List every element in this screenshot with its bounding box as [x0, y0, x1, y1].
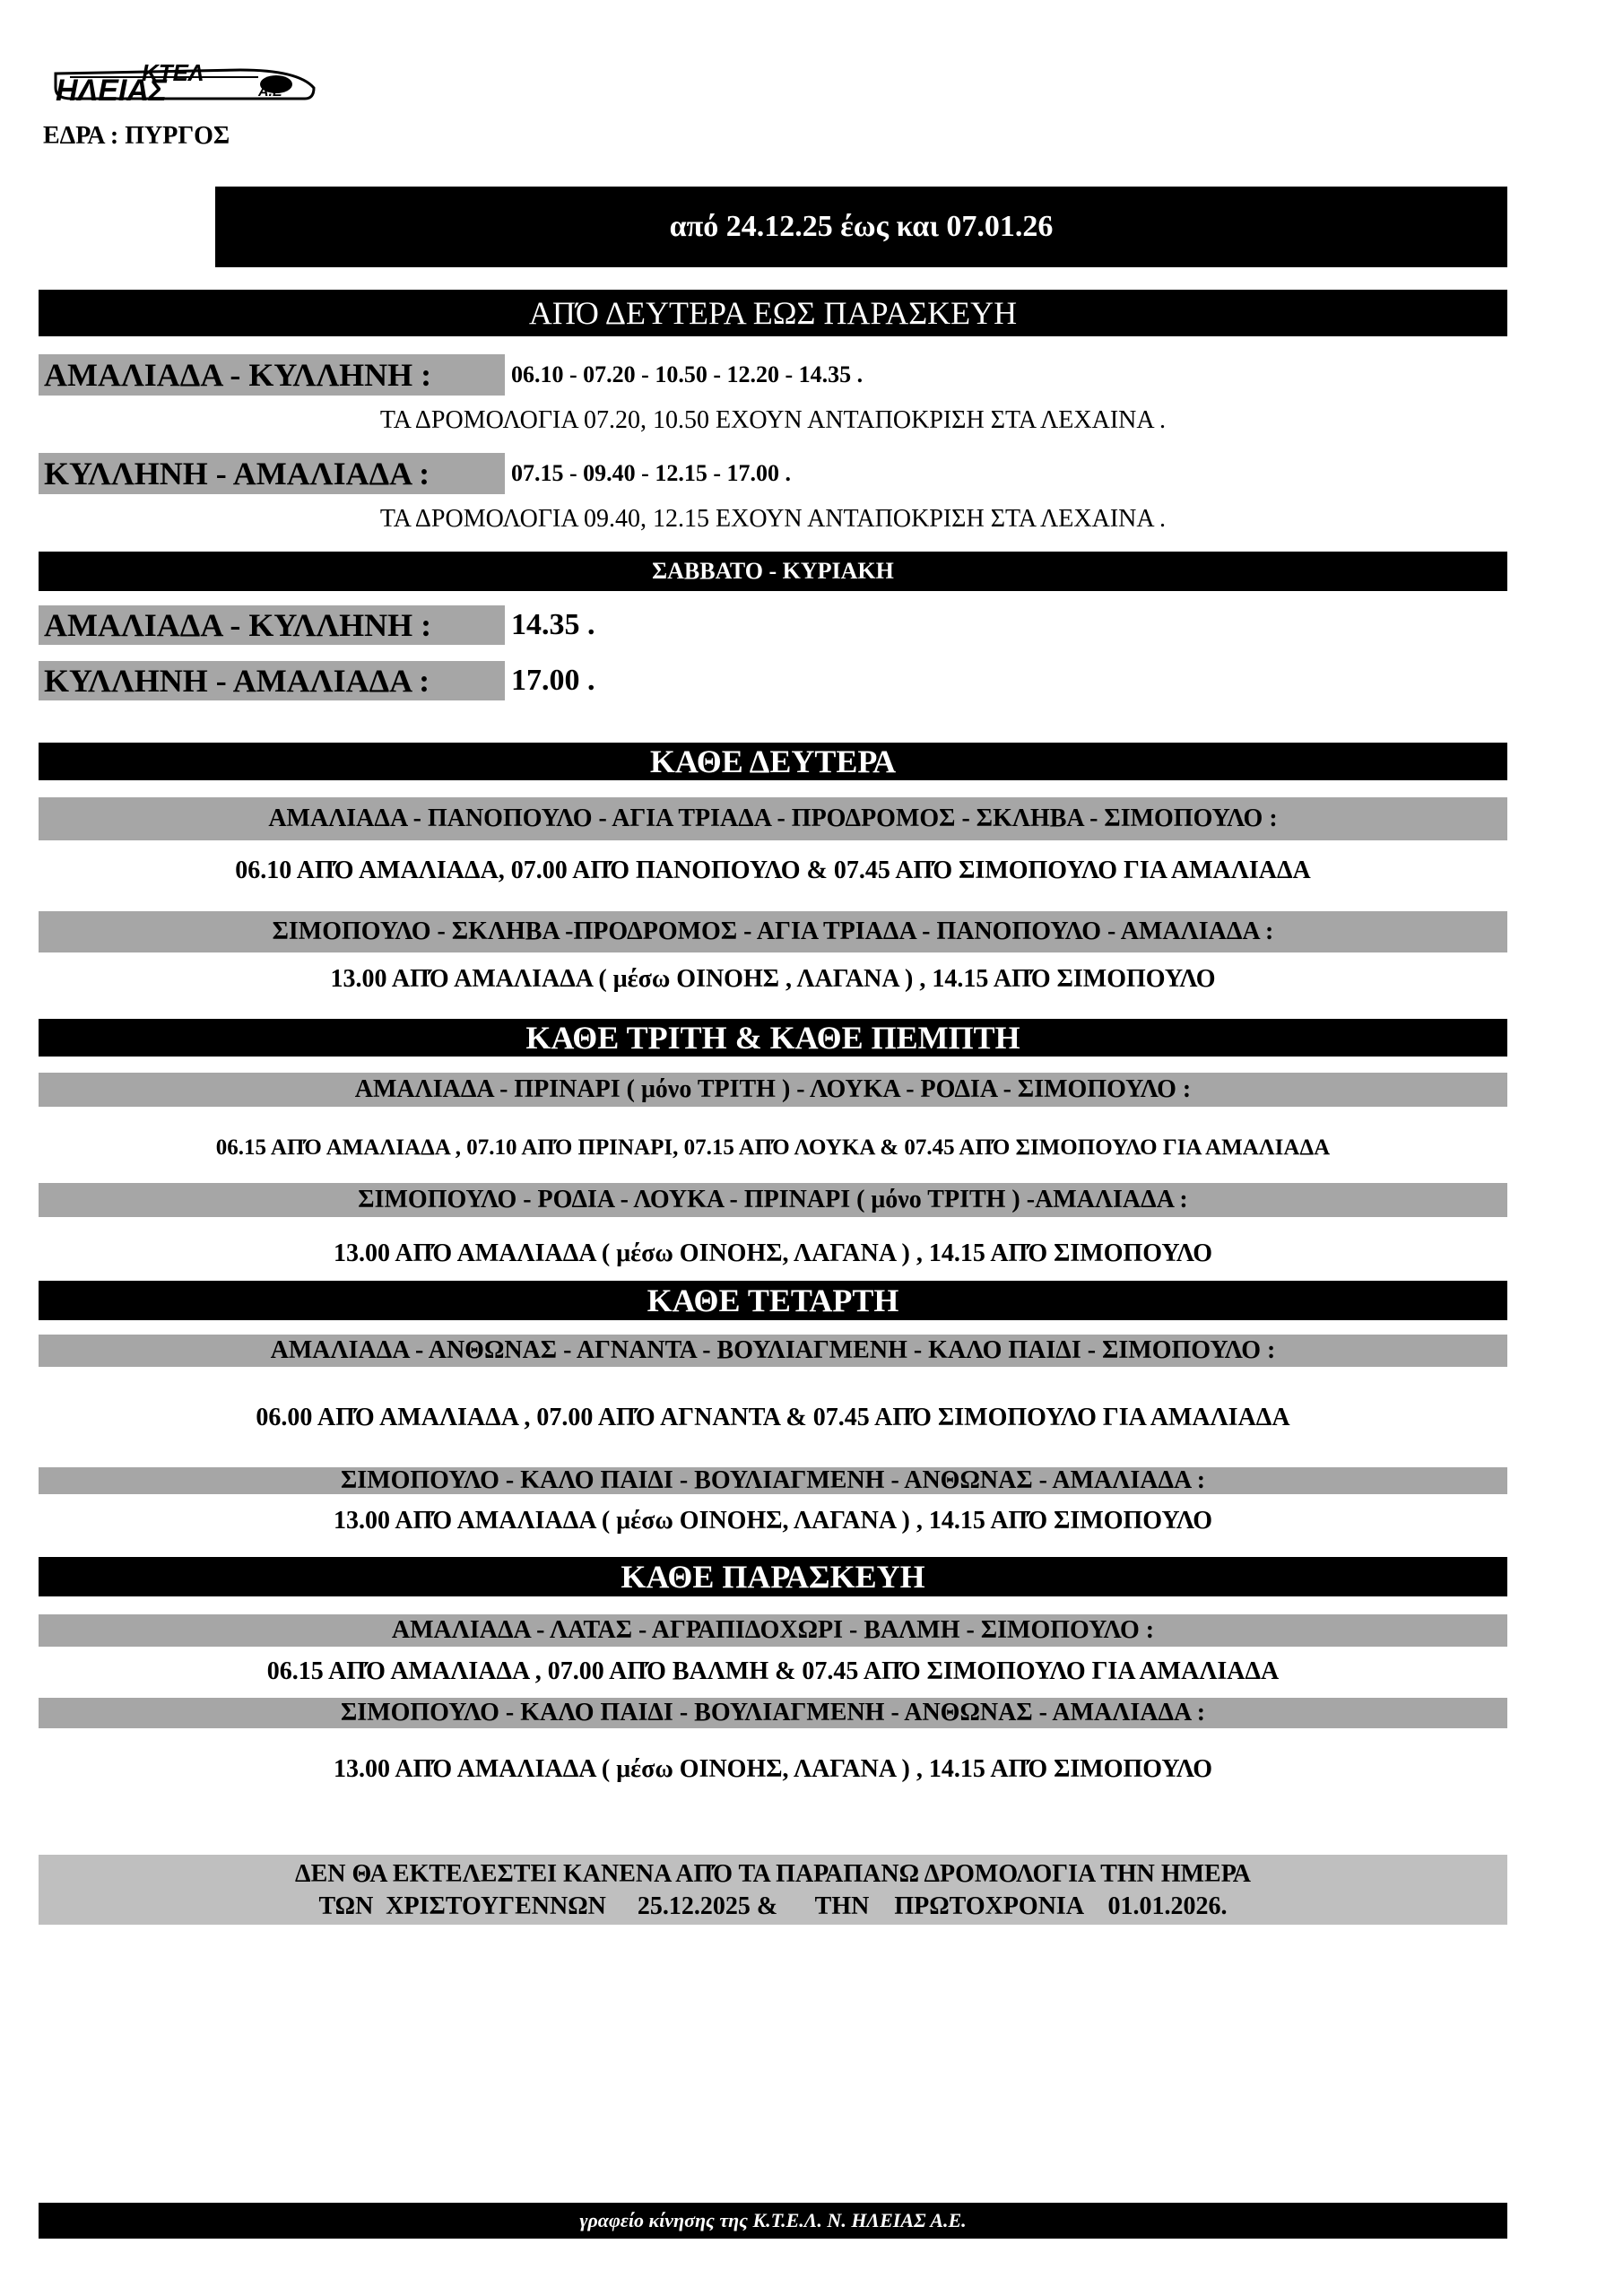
- tue-thu-return-route: ΣΙΜΟΠΟΥΛΟ - ΡΟΔΙΑ - ΛΟΥΚΑ - ΠΡΙΝΑΡΙ ( μόνο ΤΡΙΤΗ ) -ΑΜΑΛΙΑΔΑ :: [39, 1183, 1507, 1217]
- tue-thu-return-times: 13.00 ΑΠΌ ΑΜΑΛΙΑΔΑ ( μέσω ΟΙΝΟΗΣ, ΛΑΓΑΝΑ ) , 14.15 ΑΠΌ ΣΙΜΟΠΟΥΛΟ: [333, 1239, 1213, 1267]
- holiday-notice-line2: ΤΩΝ ΧΡΙΣΤΟΥΓΕΝΝΩΝ 25.12.2025 & ΤΗΝ ΠΡΩΤΟΧΡΟΝΙΑ 01.01.2026.: [318, 1892, 1228, 1920]
- weekday-route1-note: ΤΑ ΔΡΟΜΟΛΟΓΙΑ 07.20, 10.50 ΕΧΟΥΝ ΑΝΤΑΠΟΚΡΙΣΗ ΣΤΑ ΛΕΧΑΙΝΑ .: [379, 406, 1167, 434]
- logo-text-bottom: ΗΛΕΙΑΣ: [56, 74, 167, 108]
- weekday-route2-times: 07.15 - 09.40 - 12.15 - 17.00 .: [511, 460, 791, 486]
- section-title-weekend: ΣΑΒΒΑΤΟ - ΚΥΡΙΑΚΗ: [39, 552, 1507, 591]
- section-title-wednesday: ΚΑΘΕ ΤΕΤΑΡΤΗ: [39, 1281, 1507, 1320]
- monday-return-route: ΣΙΜΟΠΟΥΛΟ - ΣΚΛΗΒΑ -ΠΡΟΔΡΟΜΟΣ - ΑΓΙΑ ΤΡΙΑΔΑ - ΠΑΝΟΠΟΥΛΟ - ΑΜΑΛΙΑΔΑ :: [39, 911, 1507, 952]
- wednesday-return-route: ΣΙΜΟΠΟΥΛΟ - ΚΑΛΟ ΠΑΙΔΙ - ΒΟΥΛΙΑΓΜΕΝΗ - ΑΝΘΩΝΑΣ - ΑΜΑΛΙΑΔΑ :: [39, 1467, 1507, 1494]
- friday-outbound-times: 06.15 ΑΠΌ ΑΜΑΛΙΑΔΑ , 07.00 ΑΠΌ ΒΑΛΜΗ & 07.45 ΑΠΌ ΣΙΜΟΠΟΥΛΟ ΓΙΑ ΑΜΑΛΙΑΔΑ: [266, 1657, 1280, 1685]
- wednesday-outbound-route: ΑΜΑΛΙΑΔΑ - ΑΝΘΩΝΑΣ - ΑΓΝΑΝΤΑ - ΒΟΥΛΙΑΓΜΕΝΗ - ΚΑΛΟ ΠΑΙΔΙ - ΣΙΜΟΠΟΥΛΟ :: [39, 1335, 1507, 1367]
- weekday-route2-note: ΤΑ ΔΡΟΜΟΛΟΓΙΑ 09.40, 12.15 ΕΧΟΥΝ ΑΝΤΑΠΟΚΡΙΣΗ ΣΤΑ ΛΕΧΑΙΝΑ .: [379, 505, 1167, 533]
- monday-outbound-route: ΑΜΑΛΙΑΔΑ - ΠΑΝΟΠΟΥΛΟ - ΑΓΙΑ ΤΡΙΑΔΑ - ΠΡΟΔΡΟΜΟΣ - ΣΚΛΗΒΑ - ΣΙΜΟΠΟΥΛΟ :: [39, 797, 1507, 840]
- seat-label: ΕΔΡΑ : ΠΥΡΓΟΣ: [43, 122, 230, 150]
- weekend-route1-label: ΑΜΑΛΙΑΔΑ - ΚΥΛΛΗΝΗ :: [39, 605, 505, 645]
- wednesday-return-times: 13.00 ΑΠΌ ΑΜΑΛΙΑΔΑ ( μέσω ΟΙΝΟΗΣ, ΛΑΓΑΝΑ ) , 14.15 ΑΠΌ ΣΙΜΟΠΟΥΛΟ: [333, 1507, 1213, 1535]
- validity-banner: από 24.12.25 έως και 07.01.26: [215, 187, 1507, 267]
- section-title-monday: ΚΑΘΕ ΔΕΥΤΕΡΑ: [39, 743, 1507, 780]
- section-title-weekdays: ΑΠΌ ΔΕΥΤΕΡΑ ΕΩΣ ΠΑΡΑΣΚΕΥΗ: [39, 290, 1507, 336]
- wednesday-outbound-times: 06.00 ΑΠΌ ΑΜΑΛΙΑΔΑ , 07.00 ΑΠΌ ΑΓΝΑΝΤΑ & 07.45 ΑΠΌ ΣΙΜΟΠΟΥΛΟ ΓΙΑ ΑΜΑΛΙΑΔΑ: [256, 1404, 1290, 1431]
- weekend-route2-label: ΚΥΛΛΗΝΗ - ΑΜΑΛΙΑΔΑ :: [39, 661, 505, 700]
- monday-return-times: 13.00 ΑΠΌ ΑΜΑΛΙΑΔΑ ( μέσω ΟΙΝΟΗΣ , ΛΑΓΑΝΑ ) , 14.15 ΑΠΌ ΣΙΜΟΠΟΥΛΟ: [330, 965, 1216, 993]
- logo-text-top: ΚΤΕΛ: [142, 59, 204, 86]
- company-logo: [52, 61, 321, 106]
- weekend-route1-times: 14.35 .: [511, 608, 595, 641]
- section-title-tue-thu: ΚΑΘΕ ΤΡΙΤΗ & ΚΑΘΕ ΠΕΜΠΤΗ: [39, 1019, 1507, 1057]
- friday-return-route: ΣΙΜΟΠΟΥΛΟ - ΚΑΛΟ ΠΑΙΔΙ - ΒΟΥΛΙΑΓΜΕΝΗ - ΑΝΘΩΝΑΣ - ΑΜΑΛΙΑΔΑ :: [39, 1698, 1507, 1728]
- footer-bar: γραφείο κίνησης της Κ.Τ.Ε.Λ. Ν. ΗΛΕΙΑΣ Α.Ε.: [39, 2203, 1507, 2239]
- friday-outbound-route: ΑΜΑΛΙΑΔΑ - ΛΑΤΑΣ - ΑΓΡΑΠΙΔΟΧΩΡΙ - ΒΑΛΜΗ - ΣΙΜΟΠΟΥΛΟ :: [39, 1614, 1507, 1647]
- weekend-route2-times: 17.00 .: [511, 664, 595, 697]
- holiday-notice: [39, 1855, 1507, 1925]
- friday-return-times: 13.00 ΑΠΌ ΑΜΑΛΙΑΔΑ ( μέσω ΟΙΝΟΗΣ, ΛΑΓΑΝΑ ) , 14.15 ΑΠΌ ΣΙΜΟΠΟΥΛΟ: [333, 1755, 1213, 1783]
- weekday-route1-label: ΑΜΑΛΙΑΔΑ - ΚΥΛΛΗΝΗ :: [39, 354, 505, 396]
- weekday-route1-times: 06.10 - 07.20 - 10.50 - 12.20 - 14.35 .: [511, 361, 864, 387]
- holiday-notice-line1: ΔΕΝ ΘΑ ΕΚΤΕΛΕΣΤΕΙ ΚΑΝΕΝΑ ΑΠΌ ΤΑ ΠΑΡΑΠΑΝΩ ΔΡΟΜΟΛΟΓΙΑ ΤΗΝ ΗΜΕΡΑ: [295, 1860, 1251, 1888]
- weekday-route2-label: ΚΥΛΛΗΝΗ - ΑΜΑΛΙΑΔΑ :: [39, 453, 505, 494]
- monday-outbound-times: 06.10 ΑΠΌ ΑΜΑΛΙΑΔΑ, 07.00 ΑΠΌ ΠΑΝΟΠΟΥΛΟ & 07.45 ΑΠΌ ΣΙΜΟΠΟΥΛΟ ΓΙΑ ΑΜΑΛΙΑΔΑ: [235, 857, 1311, 884]
- tue-thu-outbound-route: ΑΜΑΛΙΑΔΑ - ΠΡΙΝΑΡΙ ( μόνο ΤΡΙΤΗ ) - ΛΟΥΚΑ - ΡΟΔΙΑ - ΣΙΜΟΠΟΥΛΟ :: [39, 1073, 1507, 1107]
- section-title-friday: ΚΑΘΕ ΠΑΡΑΣΚΕΥΗ: [39, 1557, 1507, 1596]
- logo-text-suffix: Α.Ε: [258, 84, 282, 100]
- tue-thu-outbound-times: 06.15 ΑΠΌ ΑΜΑΛΙΑΔΑ , 07.10 ΑΠΌ ΠΡΙΝΑΡΙ, 07.15 ΑΠΌ ΛΟΥΚΑ & 07.45 ΑΠΌ ΣΙΜΟΠΟΥΛΟ ΓΙΑ ΑΜΑΛΙΑΔΑ: [215, 1135, 1331, 1160]
